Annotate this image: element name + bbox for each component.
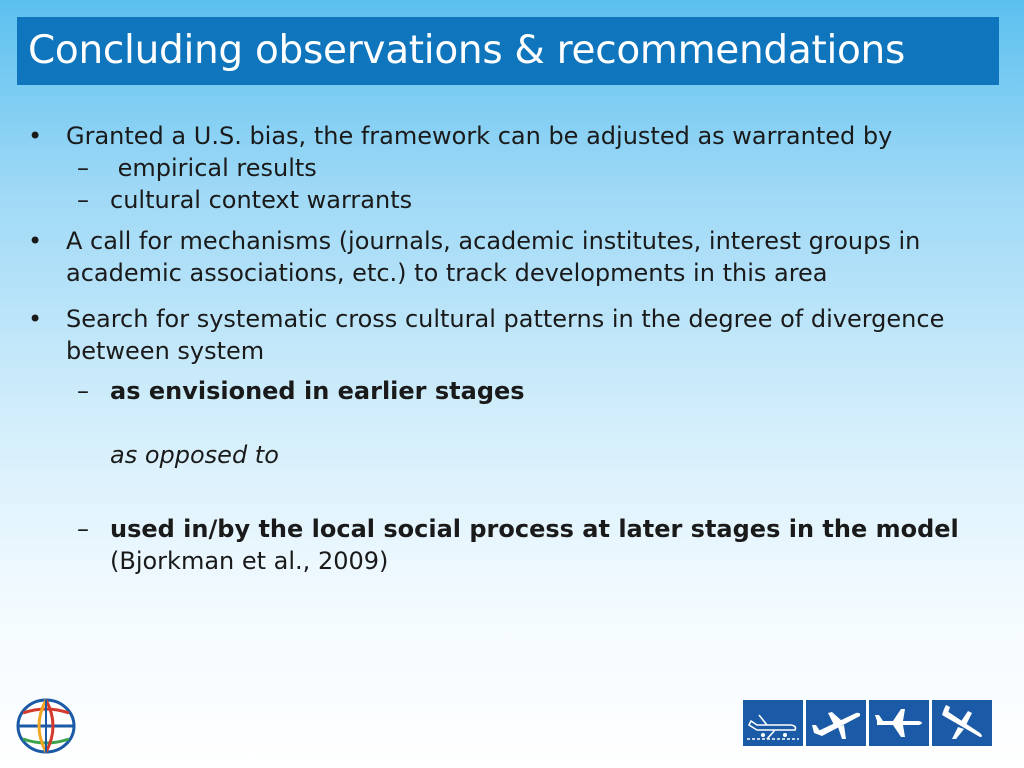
slide-title: Concluding observations & recommendations	[28, 28, 905, 73]
airplane-strip	[743, 700, 992, 746]
airplane-taxi-icon	[743, 700, 803, 746]
title-bar	[17, 17, 999, 85]
sub-item	[24, 184, 1014, 216]
sub-text	[110, 513, 1014, 577]
bullet-item	[24, 225, 1014, 289]
bullet-marker: •	[28, 122, 43, 150]
sub-text-bold: as envisioned in earlier stages	[110, 377, 525, 405]
citation: (Bjorkman et al., 2009)	[110, 547, 389, 575]
bullet-marker: •	[28, 227, 43, 255]
sub-text: empirical results	[110, 154, 317, 182]
dash-marker: –	[77, 186, 89, 214]
bullet-text: Search for systematic cross cultural patterns in the degree of divergence between system	[66, 305, 945, 365]
sub-text: cultural context warrants	[110, 186, 413, 214]
dash-marker: –	[77, 377, 89, 405]
sub-item	[24, 152, 1014, 184]
bullet-text: A call for mechanisms (journals, academic institutes, interest groups in academic associations, etc.) to track developments in this area	[66, 227, 921, 287]
globe-logo-icon	[15, 697, 77, 755]
dash-marker: –	[77, 515, 89, 543]
contrast-phrase: as opposed to	[110, 441, 279, 469]
bullet-marker: •	[28, 305, 43, 333]
airplane-takeoff-icon	[806, 700, 866, 746]
airplane-landing-icon	[932, 700, 992, 746]
bullet-text: Granted a U.S. bias, the framework can be adjusted as warranted by	[66, 122, 893, 150]
bullet-item	[24, 120, 1014, 152]
bullet-item	[24, 303, 1014, 367]
sub-item	[24, 513, 1014, 577]
sub-text-bold: used in/by the local social process at later stages in the model	[110, 515, 959, 543]
airplane-cruise-icon	[869, 700, 929, 746]
sub-item	[24, 375, 1014, 407]
dash-marker: –	[77, 154, 89, 182]
slide-content	[24, 120, 1014, 577]
